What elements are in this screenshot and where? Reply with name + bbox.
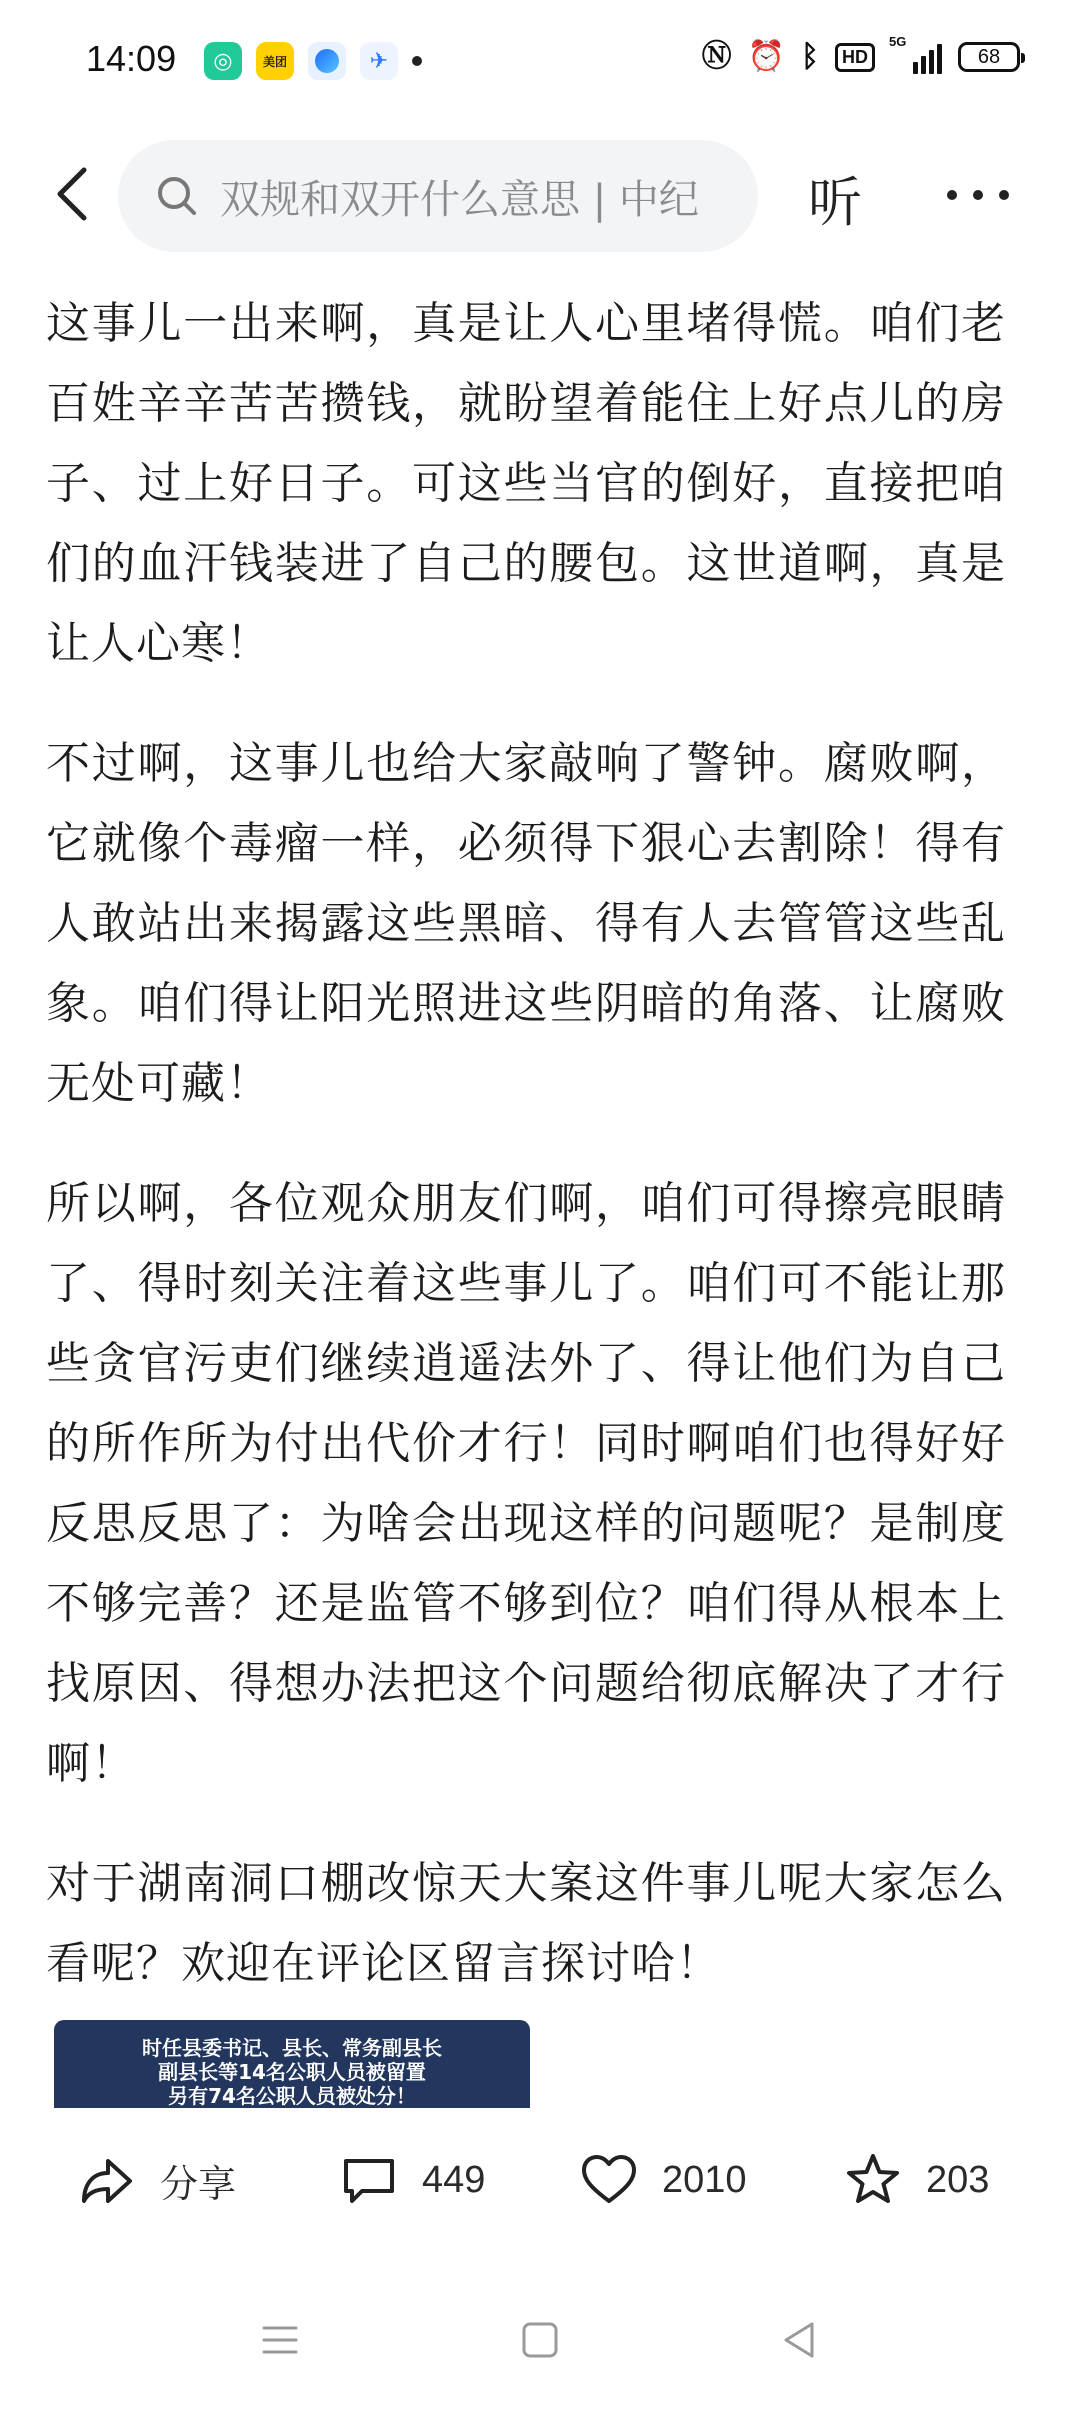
share-button[interactable] xyxy=(78,2150,236,2210)
star-icon xyxy=(844,2151,902,2209)
back-triangle-icon[interactable] xyxy=(770,2310,830,2370)
meituan-icon: 美团 xyxy=(256,42,294,80)
plane-app-icon: ✈ xyxy=(360,42,398,80)
bluetooth-icon: ᛒ xyxy=(801,40,819,73)
search-bar[interactable] xyxy=(118,140,758,252)
article-paragraph: 对于湖南洞口棚改惊天大案这件事儿呢大家怎么看呢？欢迎在评论区留言探讨哈！ xyxy=(46,1858,1006,1989)
image-caption-line: 时任县委书记、县长、常务副县长 xyxy=(142,2036,442,2060)
battery-icon xyxy=(958,42,1020,72)
action-bar xyxy=(0,2124,1080,2234)
article-image[interactable] xyxy=(54,2020,530,2108)
notification-icons xyxy=(204,42,422,80)
comment-icon xyxy=(340,2151,398,2209)
article-body xyxy=(46,284,1006,2044)
home-icon[interactable] xyxy=(510,2310,570,2370)
image-caption-line: 另有74名公职人员被处分！ xyxy=(168,2084,416,2108)
top-bar xyxy=(0,130,1080,260)
system-nav-bar xyxy=(0,2270,1080,2412)
image-caption-line: 副县长等14名公职人员被留置 xyxy=(158,2060,426,2084)
comment-button[interactable] xyxy=(340,2150,485,2210)
status-time: 14:09 xyxy=(86,38,177,79)
listen-button[interactable]: 听 xyxy=(808,171,862,234)
share-icon xyxy=(78,2151,136,2209)
heart-icon xyxy=(580,2151,638,2209)
favorite-count: 203 xyxy=(926,2158,990,2201)
battery-level: 68 xyxy=(977,45,1001,68)
signal-icon xyxy=(889,34,942,74)
article-paragraph: 不过啊，这事儿也给大家敲响了警钟。腐败啊，它就像个毒瘤一样，必须得下狠心去割除！得有人敢站出来揭露这些黑暗、得有人去管管这些乱象。咱们得让阳光照进这些阴暗的角落、让腐败无处可藏！ xyxy=(46,738,1006,1109)
a-app-icon: ◎ xyxy=(204,42,242,80)
status-bar xyxy=(0,0,1080,120)
search-query: 双规和双开什么意思 | 中纪 xyxy=(220,176,699,223)
network-type: 5G xyxy=(889,34,907,49)
system-icons xyxy=(701,34,1020,74)
alarm-icon: ⏰ xyxy=(747,40,785,73)
nfc-icon: Ⓝ xyxy=(701,40,732,73)
recent-apps-icon[interactable] xyxy=(250,2310,310,2370)
hd-icon: HD xyxy=(835,43,875,72)
share-label: 分享 xyxy=(160,2163,237,2206)
article-paragraph: 所以啊，各位观众朋友们啊，咱们可得擦亮眼睛了、得时刻关注着这些事儿了。咱们可不能让那些贪官污吏们继续逍遥法外了、得让他们为自己的所作所为付出代价才行！同时啊咱们也得好好反思反思了：为啥会出现这样的问题呢？是制度不够完善？还是监管不够到位？咱们得从根本上找原因、得想办法把这个问题给彻底解决了才行啊！ xyxy=(46,1178,1006,1789)
like-button[interactable] xyxy=(580,2150,747,2210)
blue-app-icon xyxy=(308,42,346,80)
article-paragraph: 这事儿一出来啊，真是让人心里堵得慌。咱们老百姓辛辛苦苦攒钱，就盼望着能住上好点儿的房子、过上好日子。可这些当官的倒好，直接把咱们的血汗钱装进了自己的腰包。这世道啊，真是让人心寒！ xyxy=(46,298,1006,669)
more-options-icon[interactable] xyxy=(940,170,1016,220)
like-count: 2010 xyxy=(662,2158,747,2201)
search-icon xyxy=(154,173,200,219)
favorite-button[interactable] xyxy=(844,2150,989,2210)
more-notifications-dot xyxy=(412,56,422,66)
comment-count: 449 xyxy=(422,2158,486,2201)
back-arrow-icon[interactable] xyxy=(48,166,104,222)
